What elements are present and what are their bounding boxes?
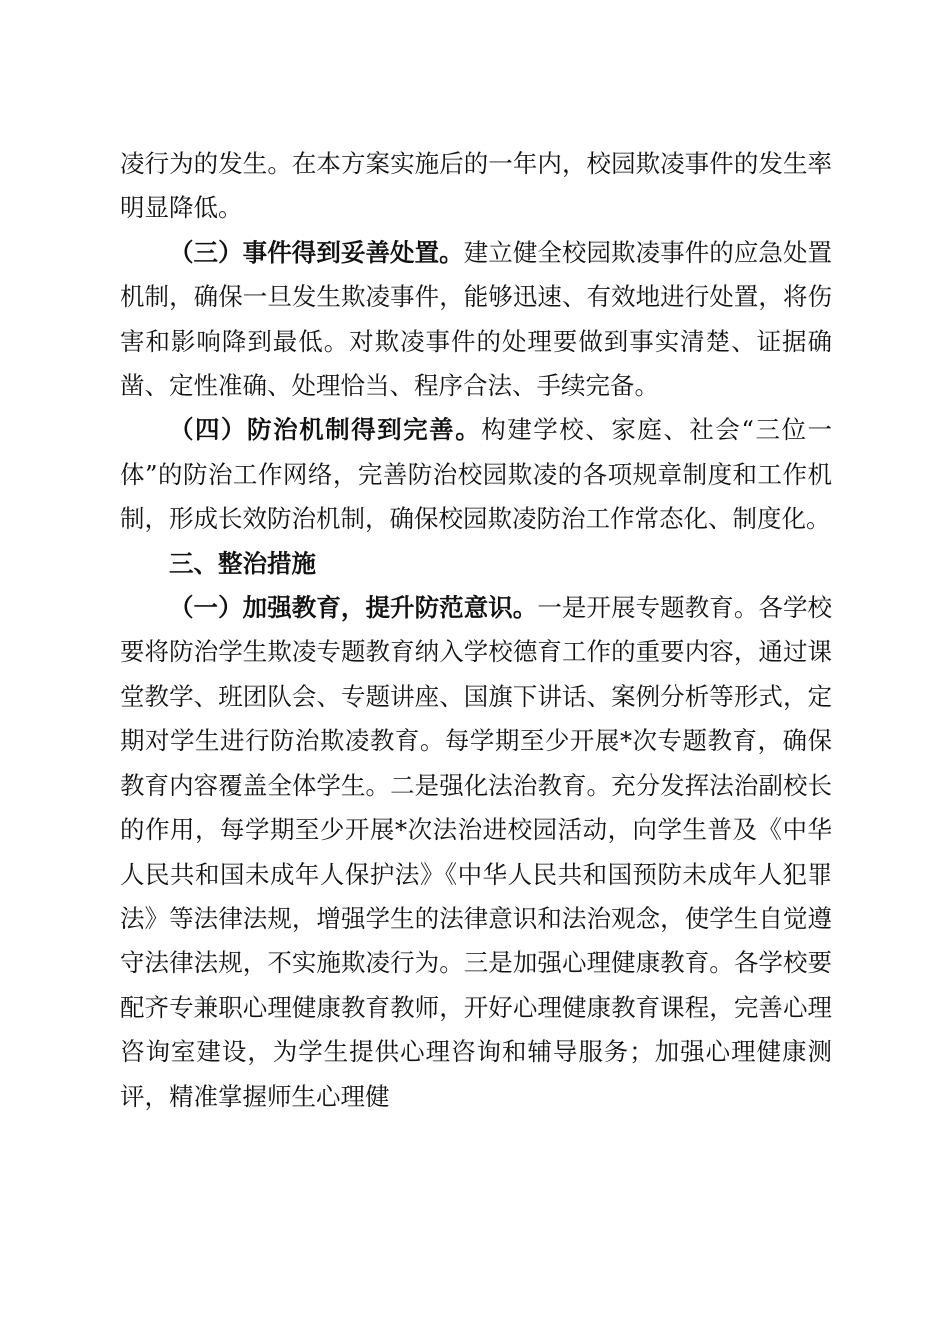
paragraph-item-3: [120, 231, 832, 409]
paragraph-text: 凌行为的发生。在本方案实施后的一年内，校园欺凌事件的发生率明显降低。: [120, 149, 832, 223]
paragraph-item-4: [120, 408, 832, 541]
paragraph-lead: （三）事件得到妥善处置。: [169, 237, 464, 267]
paragraph-text: 一是开展专题教育。各学校要将防治学生欺凌专题教育纳入学校德育工作的重要内容，通过课堂教学、班团队会、专题讲座、国旗下讲话、案例分析等形式，定期对学生进行防治欺凌教育。每学期至少开展*次专题教育，确保教育内容覆盖全体学生。二是强化法治教育。充分发挥法治副校长的作用，每学期至少开展*次法治进校园活动，向学生普及《中华人民共和国未成年人保护法》《中华人民共和国预防未成年人犯罪法》等法律法规，增强学生的法律意识和法治观念，使学生自觉遵守法律法规，不实施欺凌行为。三是加强心理健康教育。各学校要配齐专兼职心理健康教育教师，开好心理健康教育课程，完善心理咨询室建设，为学生提供心理咨询和辅导服务；加强心理健康测评，精准掌握师生心理健: [120, 593, 833, 1111]
paragraph-text: 建立健全校园欺凌事件的应急处置机制，确保一旦发生欺凌事件，能够迅速、有效地进行处置，将伤害和影响降到最低。对欺凌事件的处理要做到事实清楚、证据确凿、定性准确、处理恰当、程序合法、手续完备。: [120, 237, 833, 401]
paragraph-lead: （四）防治机制得到完善。: [169, 415, 482, 445]
paragraph-lead: （一）加强教育，提升防范意识。: [169, 593, 538, 623]
paragraph-text: 构建学校、家庭、社会“三位一体”的防治工作网络，完善防治校园欺凌的各项规章制度和工作机制，形成长效防治机制，确保校园欺凌防治工作常态化、制度化。: [120, 415, 833, 534]
section-heading: 三、整治措施: [169, 548, 316, 578]
paragraph-continuation: [120, 142, 832, 231]
document-body: [120, 142, 832, 1119]
paragraph-measure-1: [120, 586, 832, 1119]
